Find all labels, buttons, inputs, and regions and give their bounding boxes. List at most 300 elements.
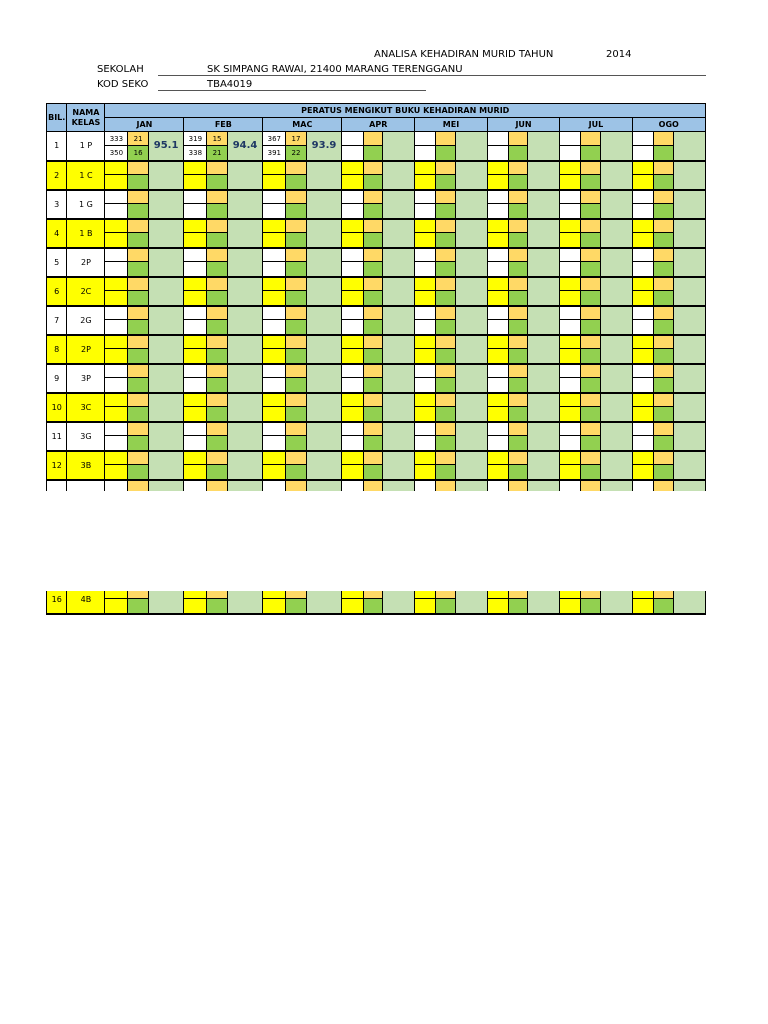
cell-absent — [128, 591, 148, 599]
cell-absent — [436, 422, 455, 436]
cell-count-2 — [207, 262, 227, 277]
cell-percent — [306, 248, 342, 277]
cell-total — [415, 306, 436, 320]
cell-count-2 — [128, 320, 148, 335]
cell-count-2 — [581, 378, 600, 393]
cell-total — [415, 364, 436, 378]
cell-total — [263, 190, 286, 204]
cell-count-2 — [286, 349, 306, 364]
cell-total-2 — [105, 407, 128, 422]
cell-total — [105, 190, 128, 204]
cell-total-2 — [263, 349, 286, 364]
cell-count-2 — [128, 599, 148, 614]
cell-total-2 — [184, 465, 207, 480]
cell-count-2 — [581, 465, 600, 480]
cell-absent — [508, 219, 527, 233]
cell-count-2 — [128, 436, 148, 451]
cell-count-2 — [207, 465, 227, 480]
cell-total-2 — [560, 204, 581, 219]
cell-total-2 — [342, 204, 363, 219]
cell-count-2 — [508, 465, 527, 480]
cell-total-2 — [415, 175, 436, 190]
cell-absent — [436, 132, 455, 146]
cell-absent — [436, 480, 455, 492]
cell-count-2 — [436, 465, 455, 480]
cell-total — [263, 591, 286, 599]
cell-total-2 — [342, 175, 363, 190]
cell-total — [263, 364, 286, 378]
table-lower-band — [46, 591, 706, 692]
cell-absent — [363, 306, 383, 320]
cell-total-2 — [560, 436, 581, 451]
cell-absent — [363, 422, 383, 436]
cell-absent — [363, 480, 383, 492]
cell-count-2 — [436, 175, 455, 190]
cell-total-2 — [263, 291, 286, 306]
cell-total-2 — [487, 175, 508, 190]
cell-absent — [286, 277, 306, 291]
cell-count-2 — [363, 262, 383, 277]
cell-count-2 — [207, 378, 227, 393]
cell-total-2 — [415, 320, 436, 335]
cell-absent — [128, 335, 148, 349]
cell-total-2 — [560, 146, 581, 161]
cell-percent — [306, 451, 342, 480]
month-header-mei: MEI — [415, 118, 488, 132]
cell-total — [263, 480, 286, 492]
cell-total-2 — [342, 465, 363, 480]
table-row — [47, 306, 706, 320]
cell-total — [342, 190, 363, 204]
month-header-jul: JUL — [560, 118, 632, 132]
cell-percent — [673, 364, 706, 393]
cell-absent — [286, 219, 306, 233]
cell-percent — [148, 591, 184, 614]
cell-absent — [363, 335, 383, 349]
cell-absent — [207, 219, 227, 233]
cell-count-2 — [436, 233, 455, 248]
cell-count-2 — [363, 291, 383, 306]
table-row — [47, 248, 706, 262]
cell-absent — [363, 161, 383, 175]
cell-absent — [128, 190, 148, 204]
cell-count-2 — [508, 349, 527, 364]
cell-absent — [653, 480, 673, 492]
cell-total — [263, 161, 286, 175]
cell-percent — [227, 364, 263, 393]
cell-count-2 — [581, 599, 600, 614]
cell-total — [632, 132, 653, 146]
cell-percent — [227, 219, 263, 248]
cell-total-2 — [415, 204, 436, 219]
cell-total — [342, 480, 363, 492]
cell-percent — [306, 161, 342, 190]
cell-total — [560, 451, 581, 465]
cell-absent — [581, 277, 600, 291]
cell-percent — [528, 393, 560, 422]
cell-total — [184, 422, 207, 436]
cell-absent — [508, 335, 527, 349]
cell-absent — [363, 132, 383, 146]
cell-total-2 — [342, 599, 363, 614]
row-bil: 3 — [47, 190, 67, 219]
cell-percent — [148, 277, 184, 306]
row-bil: 7 — [47, 306, 67, 335]
cell-total — [105, 248, 128, 262]
sekolah-value: SK SIMPANG RAWAI, 21400 MARANG TERENGGANU — [207, 64, 463, 75]
cell-percent — [306, 306, 342, 335]
cell-percent — [227, 306, 263, 335]
cell-total-2 — [487, 262, 508, 277]
month-header-jan: JAN — [105, 118, 184, 132]
cell-total — [342, 422, 363, 436]
cell-percent — [673, 451, 706, 480]
cell-percent — [148, 451, 184, 480]
cell-total: 367 — [263, 132, 286, 146]
cell-count-2 — [207, 204, 227, 219]
cell-total — [105, 335, 128, 349]
cell-absent — [436, 451, 455, 465]
cell-total-2 — [487, 349, 508, 364]
cell-percent — [455, 306, 487, 335]
cell-total — [487, 248, 508, 262]
table-row — [47, 422, 706, 436]
cell-total-2 — [487, 291, 508, 306]
cell-count-2 — [363, 465, 383, 480]
cell-percent — [528, 335, 560, 364]
cell-total-2 — [632, 349, 653, 364]
cell-total — [632, 480, 653, 492]
cell-total — [263, 306, 286, 320]
cell-percent — [600, 393, 632, 422]
cell-absent — [286, 480, 306, 492]
cell-total-2 — [184, 436, 207, 451]
cell-percent — [455, 132, 487, 161]
cell-total: 319 — [184, 132, 207, 146]
cell-total — [263, 277, 286, 291]
cell-percent — [455, 393, 487, 422]
cell-count-2 — [653, 378, 673, 393]
cell-count-2 — [508, 599, 527, 614]
cell-total — [560, 393, 581, 407]
cell-total — [184, 364, 207, 378]
cell-percent — [227, 277, 263, 306]
cell-count-2 — [363, 378, 383, 393]
cell-total — [342, 248, 363, 262]
cell-absent — [508, 132, 527, 146]
cell-total-2 — [560, 262, 581, 277]
cell-total-2 — [105, 262, 128, 277]
cell-total-2 — [342, 262, 363, 277]
cell-percent — [227, 451, 263, 480]
cell-percent — [455, 422, 487, 451]
cell-percent — [383, 335, 415, 364]
cell-total — [342, 306, 363, 320]
cell-total-2 — [415, 407, 436, 422]
cell-percent — [148, 190, 184, 219]
cell-count-2 — [508, 175, 527, 190]
cell-percent — [528, 190, 560, 219]
cell-absent — [363, 591, 383, 599]
cell-total-2 — [263, 465, 286, 480]
cell-total — [184, 277, 207, 291]
cell-absent — [363, 364, 383, 378]
cell-total-2 — [487, 599, 508, 614]
cell-count-2 — [508, 320, 527, 335]
cell-total-2 — [184, 599, 207, 614]
cell-count-2 — [581, 146, 600, 161]
cell-total — [105, 364, 128, 378]
cell-absent — [508, 161, 527, 175]
cell-count-2 — [436, 349, 455, 364]
cell-total-2 — [342, 349, 363, 364]
cell-percent — [148, 161, 184, 190]
table-row — [47, 219, 706, 233]
cell-total-2 — [263, 262, 286, 277]
cell-total-2 — [487, 320, 508, 335]
cell-percent — [600, 335, 632, 364]
table-row — [47, 591, 706, 599]
cell-absent — [436, 161, 455, 175]
cell-total — [632, 591, 653, 599]
cell-total-2 — [632, 175, 653, 190]
cell-total — [263, 248, 286, 262]
cell-total-2 — [487, 407, 508, 422]
cell-absent — [508, 364, 527, 378]
cell-count-2 — [653, 465, 673, 480]
cell-total-2 — [342, 320, 363, 335]
cell-percent — [148, 364, 184, 393]
cell-percent — [306, 190, 342, 219]
cell-count-2 — [508, 291, 527, 306]
cell-total — [415, 422, 436, 436]
cell-total — [632, 364, 653, 378]
cell-absent — [286, 335, 306, 349]
cell-absent — [207, 190, 227, 204]
cell-count-2 — [286, 407, 306, 422]
cell-count-2 — [653, 233, 673, 248]
cell-absent — [508, 248, 527, 262]
cell-percent — [600, 422, 632, 451]
cell-total — [632, 335, 653, 349]
cell-percent — [383, 132, 415, 161]
cell-percent — [306, 393, 342, 422]
row-kelas: 3G — [67, 422, 105, 451]
cell-total — [105, 219, 128, 233]
cell-absent: 17 — [286, 132, 306, 146]
cell-absent — [508, 591, 527, 599]
cell-absent — [207, 393, 227, 407]
cell-absent — [581, 190, 600, 204]
cell-percent — [455, 480, 487, 492]
cell-percent — [673, 277, 706, 306]
cell-total-2 — [560, 378, 581, 393]
cell-percent — [148, 306, 184, 335]
cell-total-2 — [415, 436, 436, 451]
cell-absent — [286, 393, 306, 407]
cell-absent — [207, 306, 227, 320]
cell-total — [415, 248, 436, 262]
cell-total-2 — [105, 349, 128, 364]
cell-count-2 — [286, 320, 306, 335]
cell-count-2 — [653, 349, 673, 364]
cell-absent — [436, 219, 455, 233]
cell-count-2 — [581, 175, 600, 190]
cell-count-2 — [581, 349, 600, 364]
cell-absent — [653, 132, 673, 146]
cell-absent — [363, 277, 383, 291]
cell-count-2 — [436, 291, 455, 306]
cell-total-2 — [263, 599, 286, 614]
cell-total-2 — [105, 320, 128, 335]
cell-count-2 — [128, 378, 148, 393]
cell-total-2 — [415, 349, 436, 364]
cell-absent — [581, 591, 600, 599]
cell-total — [415, 335, 436, 349]
cell-total — [487, 190, 508, 204]
cell-total — [632, 451, 653, 465]
cell-count-2 — [363, 599, 383, 614]
cell-absent — [581, 393, 600, 407]
cell-percent — [455, 190, 487, 219]
cell-absent: 21 — [128, 132, 148, 146]
cell-absent — [363, 219, 383, 233]
cell-count-2 — [363, 436, 383, 451]
cell-percent — [528, 277, 560, 306]
cell-absent — [653, 219, 673, 233]
cell-count-2 — [436, 204, 455, 219]
month-header-feb: FEB — [184, 118, 263, 132]
cell-count-2 — [436, 407, 455, 422]
cell-percent — [673, 591, 706, 614]
cell-total — [487, 591, 508, 599]
cell-total — [632, 190, 653, 204]
cell-percent — [455, 591, 487, 614]
cell-total — [105, 161, 128, 175]
row-bil: 11 — [47, 422, 67, 451]
cell-total — [342, 335, 363, 349]
cell-total — [487, 364, 508, 378]
cell-count-2 — [508, 378, 527, 393]
cell-count-2 — [128, 349, 148, 364]
cell-absent — [436, 591, 455, 599]
cell-count-2 — [286, 436, 306, 451]
cell-total-2: 391 — [263, 146, 286, 161]
cell-total-2 — [105, 291, 128, 306]
cell-total — [487, 451, 508, 465]
cell-total-2 — [632, 291, 653, 306]
row-bil: 8 — [47, 335, 67, 364]
cell-total-2 — [263, 378, 286, 393]
cell-total-2 — [342, 233, 363, 248]
cell-total — [560, 161, 581, 175]
cell-total — [105, 306, 128, 320]
cell-total — [184, 248, 207, 262]
cell-total-2 — [487, 233, 508, 248]
cell-absent — [436, 335, 455, 349]
cell-count-2 — [581, 320, 600, 335]
row-kelas: 4B — [67, 591, 105, 614]
row-bil: 9 — [47, 364, 67, 393]
cell-count-2 — [653, 320, 673, 335]
cell-percent — [528, 451, 560, 480]
cell-total-2 — [487, 465, 508, 480]
cell-total — [560, 591, 581, 599]
cell-total-2 — [560, 233, 581, 248]
cell-absent — [286, 161, 306, 175]
cell-count-2 — [207, 175, 227, 190]
cell-total-2 — [342, 436, 363, 451]
cell-total — [342, 219, 363, 233]
cell-percent — [227, 248, 263, 277]
cell-count-2 — [128, 291, 148, 306]
cell-total — [487, 161, 508, 175]
cell-total-2 — [560, 291, 581, 306]
cell-percent — [600, 248, 632, 277]
cell-absent — [286, 422, 306, 436]
cell-total — [487, 306, 508, 320]
cell-total — [105, 277, 128, 291]
cell-percent — [673, 161, 706, 190]
attendance-table — [46, 103, 706, 491]
cell-absent — [508, 393, 527, 407]
cell-total — [415, 190, 436, 204]
table-row — [47, 451, 706, 465]
cell-total — [415, 161, 436, 175]
cell-percent — [600, 219, 632, 248]
cell-absent — [436, 393, 455, 407]
cell-total-2 — [632, 465, 653, 480]
cell-absent — [363, 451, 383, 465]
cell-total — [342, 591, 363, 599]
cell-count-2 — [286, 599, 306, 614]
cell-percent — [600, 190, 632, 219]
cell-total — [105, 393, 128, 407]
cell-absent — [508, 306, 527, 320]
cell-total-2 — [263, 436, 286, 451]
cell-total-2 — [560, 465, 581, 480]
cell-percent — [600, 364, 632, 393]
cell-absent — [653, 277, 673, 291]
cell-percent — [673, 393, 706, 422]
cell-total-2 — [184, 291, 207, 306]
cell-count-2 — [436, 599, 455, 614]
cell-count-2 — [363, 233, 383, 248]
cell-absent — [508, 190, 527, 204]
cell-count-2 — [286, 465, 306, 480]
report-title: ANALISA KEHADIRAN MURID TAHUN — [374, 49, 554, 60]
cell-percent — [673, 248, 706, 277]
cell-percent — [455, 335, 487, 364]
cell-total-2 — [487, 204, 508, 219]
cell-percent: 95.1 — [148, 132, 184, 161]
cell-total-2 — [560, 175, 581, 190]
cell-total-2 — [184, 378, 207, 393]
cell-absent — [286, 451, 306, 465]
table-row — [47, 277, 706, 291]
row-bil: 4 — [47, 219, 67, 248]
cell-count-2 — [207, 407, 227, 422]
cell-percent — [600, 306, 632, 335]
cell-percent — [227, 190, 263, 219]
table-row — [47, 132, 706, 146]
cell-total — [342, 393, 363, 407]
table-row — [47, 335, 706, 349]
cell-count-2 — [653, 291, 673, 306]
cell-absent — [207, 480, 227, 492]
cell-absent — [128, 393, 148, 407]
cell-percent — [383, 422, 415, 451]
